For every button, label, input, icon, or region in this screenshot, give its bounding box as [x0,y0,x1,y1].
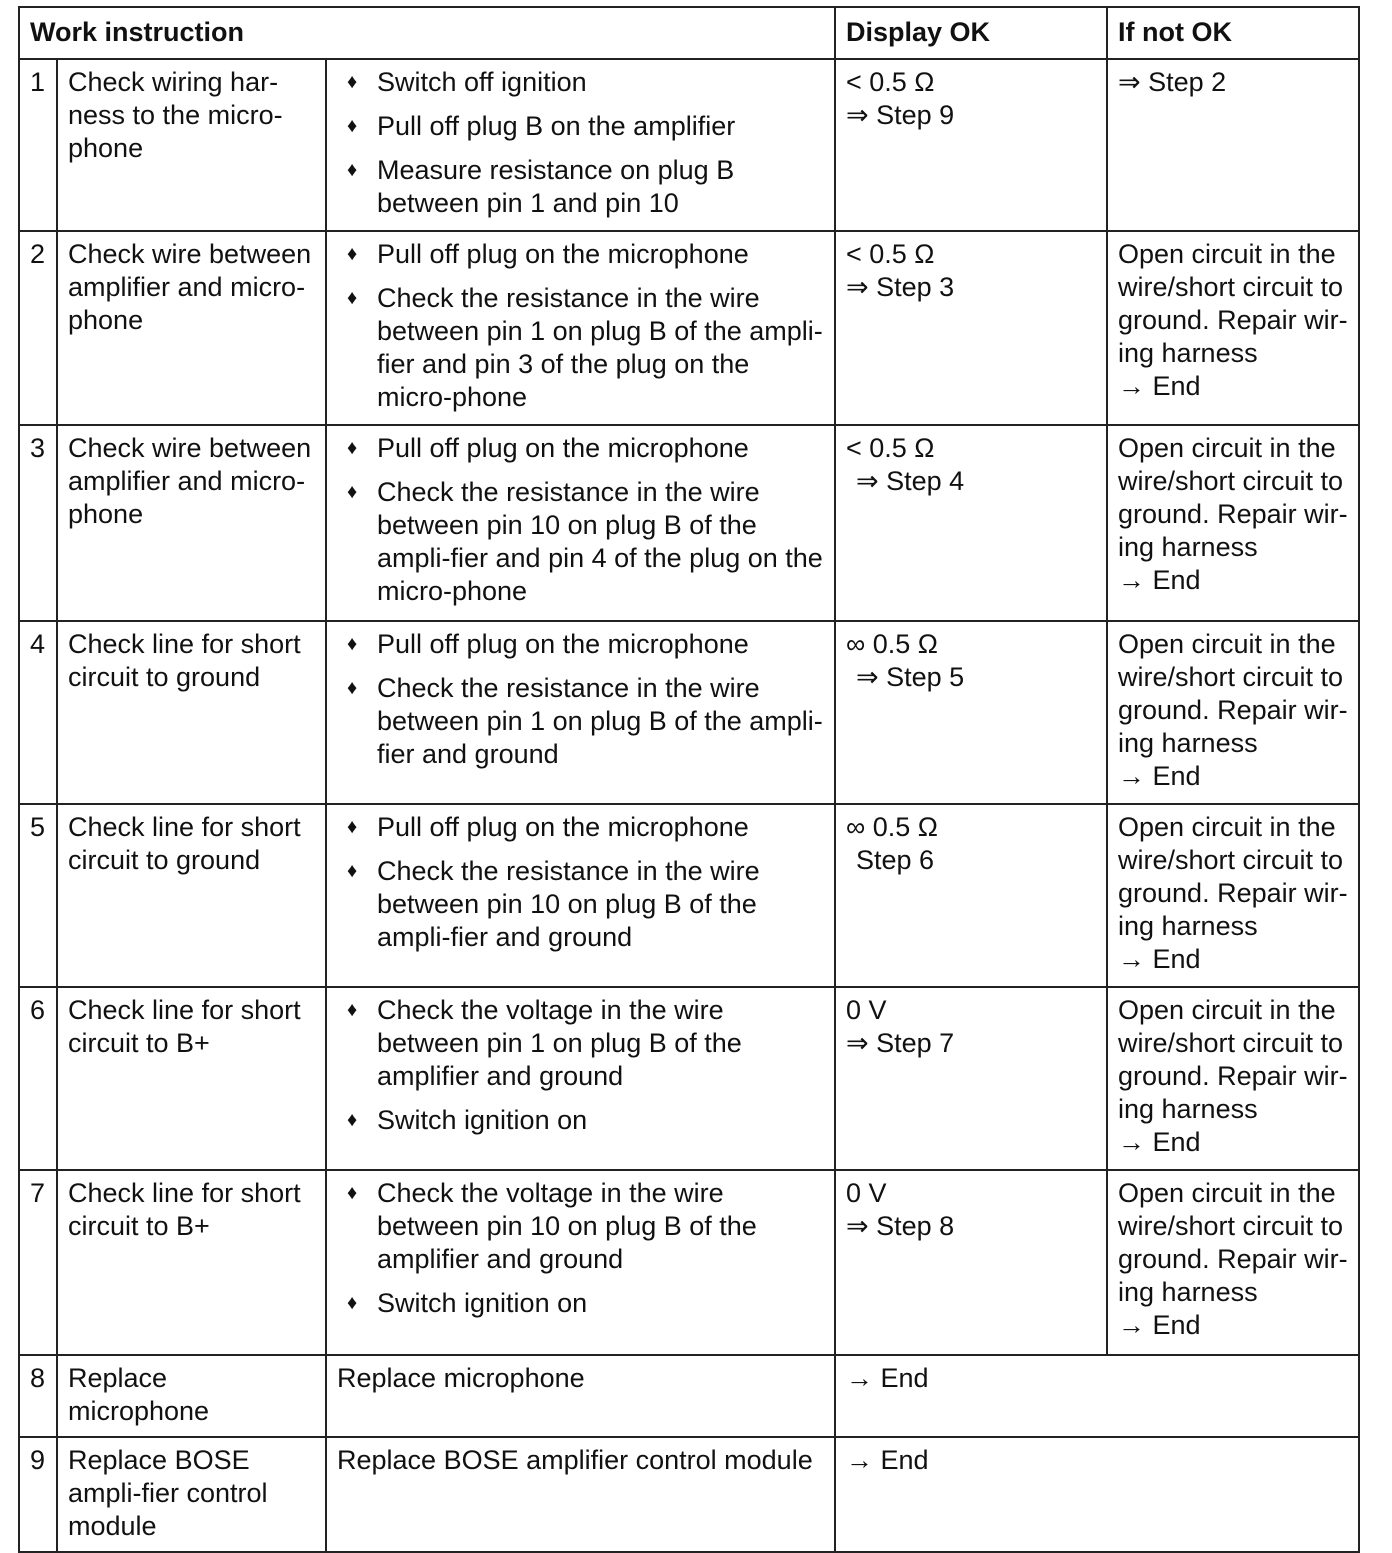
table-row [19,987,1359,1170]
step-number: 7 [19,1170,57,1355]
bullet-icon: ♦ [347,1109,358,1131]
not-ok-cell [1107,987,1359,1170]
ok-value: ∞ 0.5 Ω [846,812,938,842]
table-row [19,804,1359,987]
ok-next-step: ⇒ Step 3 [846,272,955,302]
bullet-icon: ♦ [347,287,358,309]
step-number: 4 [19,621,57,804]
table-row [19,231,1359,425]
header-if-not-ok: If not OK [1107,7,1359,59]
ok-next-step: ⇒ Step 9 [846,100,955,130]
ok-value: < 0.5 Ω [846,433,935,463]
not-ok-end: → End [1118,1127,1201,1157]
actions-cell [326,231,835,425]
result-cell: → End [835,1355,1359,1437]
action-item: ♦ Pull off plug on the microphone [347,812,749,842]
not-ok-cell [1107,231,1359,425]
actions-cell [326,804,835,987]
step-number: 8 [19,1355,57,1437]
not-ok-text: Open circuit in the wire/short circuit to ground. Repair wir-ing harness [1118,629,1348,758]
actions-cell [326,59,835,231]
step-number: 2 [19,231,57,425]
step-number: 5 [19,804,57,987]
action-item: ♦ Check the resistance in the wire between pin 10 on plug B of the ampli-fier and pin 4 of the plug on the micro-phone [347,477,823,606]
bullet-icon: ♦ [347,481,358,503]
ok-value: < 0.5 Ω [846,239,935,269]
ok-value: 0 V [846,1178,887,1208]
ok-value: ∞ 0.5 Ω [846,629,938,659]
bullet-icon: ♦ [347,816,358,838]
actions-cell [326,621,835,804]
bullet-icon: ♦ [347,159,358,181]
table-row [19,59,1359,231]
not-ok-end: → End [1118,944,1201,974]
not-ok-cell [1107,1170,1359,1355]
display-ok-cell [835,804,1107,987]
action-text: Replace BOSE amplifier control module [326,1437,835,1552]
display-ok-cell [835,425,1107,621]
table-row [19,425,1359,621]
bullet-icon: ♦ [347,1292,358,1314]
bullet-icon: ♦ [347,71,358,93]
check-description: Replace BOSE ampli-fier control module [57,1437,326,1552]
check-description: Replace microphone [57,1355,326,1437]
table-row [19,621,1359,804]
header-row [19,7,1359,59]
not-ok-text: ⇒ Step 2 [1118,67,1227,97]
check-description: Check wire between amplifier and micro-phone [57,425,326,621]
not-ok-text: Open circuit in the wire/short circuit to ground. Repair wir-ing harness [1118,239,1348,368]
display-ok-cell [835,1170,1107,1355]
ok-value: 0 V [846,995,887,1025]
result-cell: → End [835,1437,1359,1552]
not-ok-text: Open circuit in the wire/short circuit to ground. Repair wir-ing harness [1118,812,1348,941]
actions-cell [326,1170,835,1355]
check-description: Check wiring har-ness to the micro-phone [57,59,326,231]
step-number: 3 [19,425,57,621]
action-item: ♦ Pull off plug B on the amplifier [347,111,736,141]
display-ok-cell [835,59,1107,231]
action-item: ♦ Switch off ignition [347,67,587,97]
action-item: ♦ Switch ignition on [347,1105,588,1135]
not-ok-end: → End [1118,761,1201,791]
step-number: 1 [19,59,57,231]
bullet-icon: ♦ [347,115,358,137]
not-ok-end: → End [1118,565,1201,595]
action-item: ♦ Check the resistance in the wire between pin 1 on plug B of the ampli-fier and ground [347,673,823,769]
ok-next-step: ⇒ Step 7 [846,1028,955,1058]
table-row [19,1170,1359,1355]
not-ok-text: Open circuit in the wire/short circuit to ground. Repair wir-ing harness [1118,995,1348,1124]
not-ok-cell [1107,804,1359,987]
not-ok-text: Open circuit in the wire/short circuit to ground. Repair wir-ing harness [1118,1178,1348,1307]
actions-cell [326,987,835,1170]
check-description: Check line for short circuit to ground [57,804,326,987]
ok-next-step: Step 6 [856,845,935,875]
check-description: Check wire between amplifier and micro-phone [57,231,326,425]
action-item: ♦ Switch ignition on [347,1288,588,1318]
not-ok-text: Open circuit in the wire/short circuit to ground. Repair wir-ing harness [1118,433,1348,562]
not-ok-cell [1107,425,1359,621]
bullet-icon: ♦ [347,860,358,882]
action-item: ♦ Check the resistance in the wire between pin 10 on plug B of the ampli-fier and ground [347,856,760,952]
bullet-icon: ♦ [347,999,358,1021]
table-row [19,1437,1359,1552]
bullet-icon: ♦ [347,437,358,459]
action-item: ♦ Pull off plug on the microphone [347,239,749,269]
action-item: ♦ Check the voltage in the wire between pin 10 on plug B of the amplifier and ground [347,1178,757,1274]
ok-next-step: ⇒ Step 8 [846,1211,955,1241]
action-item: ♦ Check the resistance in the wire between pin 1 on plug B of the ampli-fier and pin 3 of the plug on the micro-phone [347,283,823,412]
action-item: ♦ Measure resistance on plug B between pin 1 and pin 10 [347,155,735,218]
ok-next-step: ⇒ Step 4 [856,466,965,496]
action-item: ♦ Pull off plug on the microphone [347,433,749,463]
not-ok-end: → End [1118,371,1201,401]
not-ok-cell [1107,621,1359,804]
bullet-icon: ♦ [347,1182,358,1204]
ok-next-step: ⇒ Step 5 [856,662,965,692]
display-ok-cell [835,231,1107,425]
not-ok-cell [1107,59,1359,231]
not-ok-end: → End [1118,1310,1201,1340]
ok-value: < 0.5 Ω [846,67,935,97]
work-instruction-table [18,6,1360,1553]
actions-cell [326,425,835,621]
action-item: ♦ Check the voltage in the wire between pin 1 on plug B of the amplifier and ground [347,995,742,1091]
bullet-icon: ♦ [347,243,358,265]
table-row [19,1355,1359,1437]
check-description: Check line for short circuit to B+ [57,1170,326,1355]
step-number: 6 [19,987,57,1170]
action-item: ♦ Pull off plug on the microphone [347,629,749,659]
display-ok-cell [835,621,1107,804]
header-work-instruction: Work instruction [19,7,835,59]
step-number: 9 [19,1437,57,1552]
bullet-icon: ♦ [347,633,358,655]
display-ok-cell [835,987,1107,1170]
action-text: Replace microphone [326,1355,835,1437]
header-display-ok: Display OK [835,7,1107,59]
bullet-icon: ♦ [347,677,358,699]
check-description: Check line for short circuit to B+ [57,987,326,1170]
check-description: Check line for short circuit to ground [57,621,326,804]
